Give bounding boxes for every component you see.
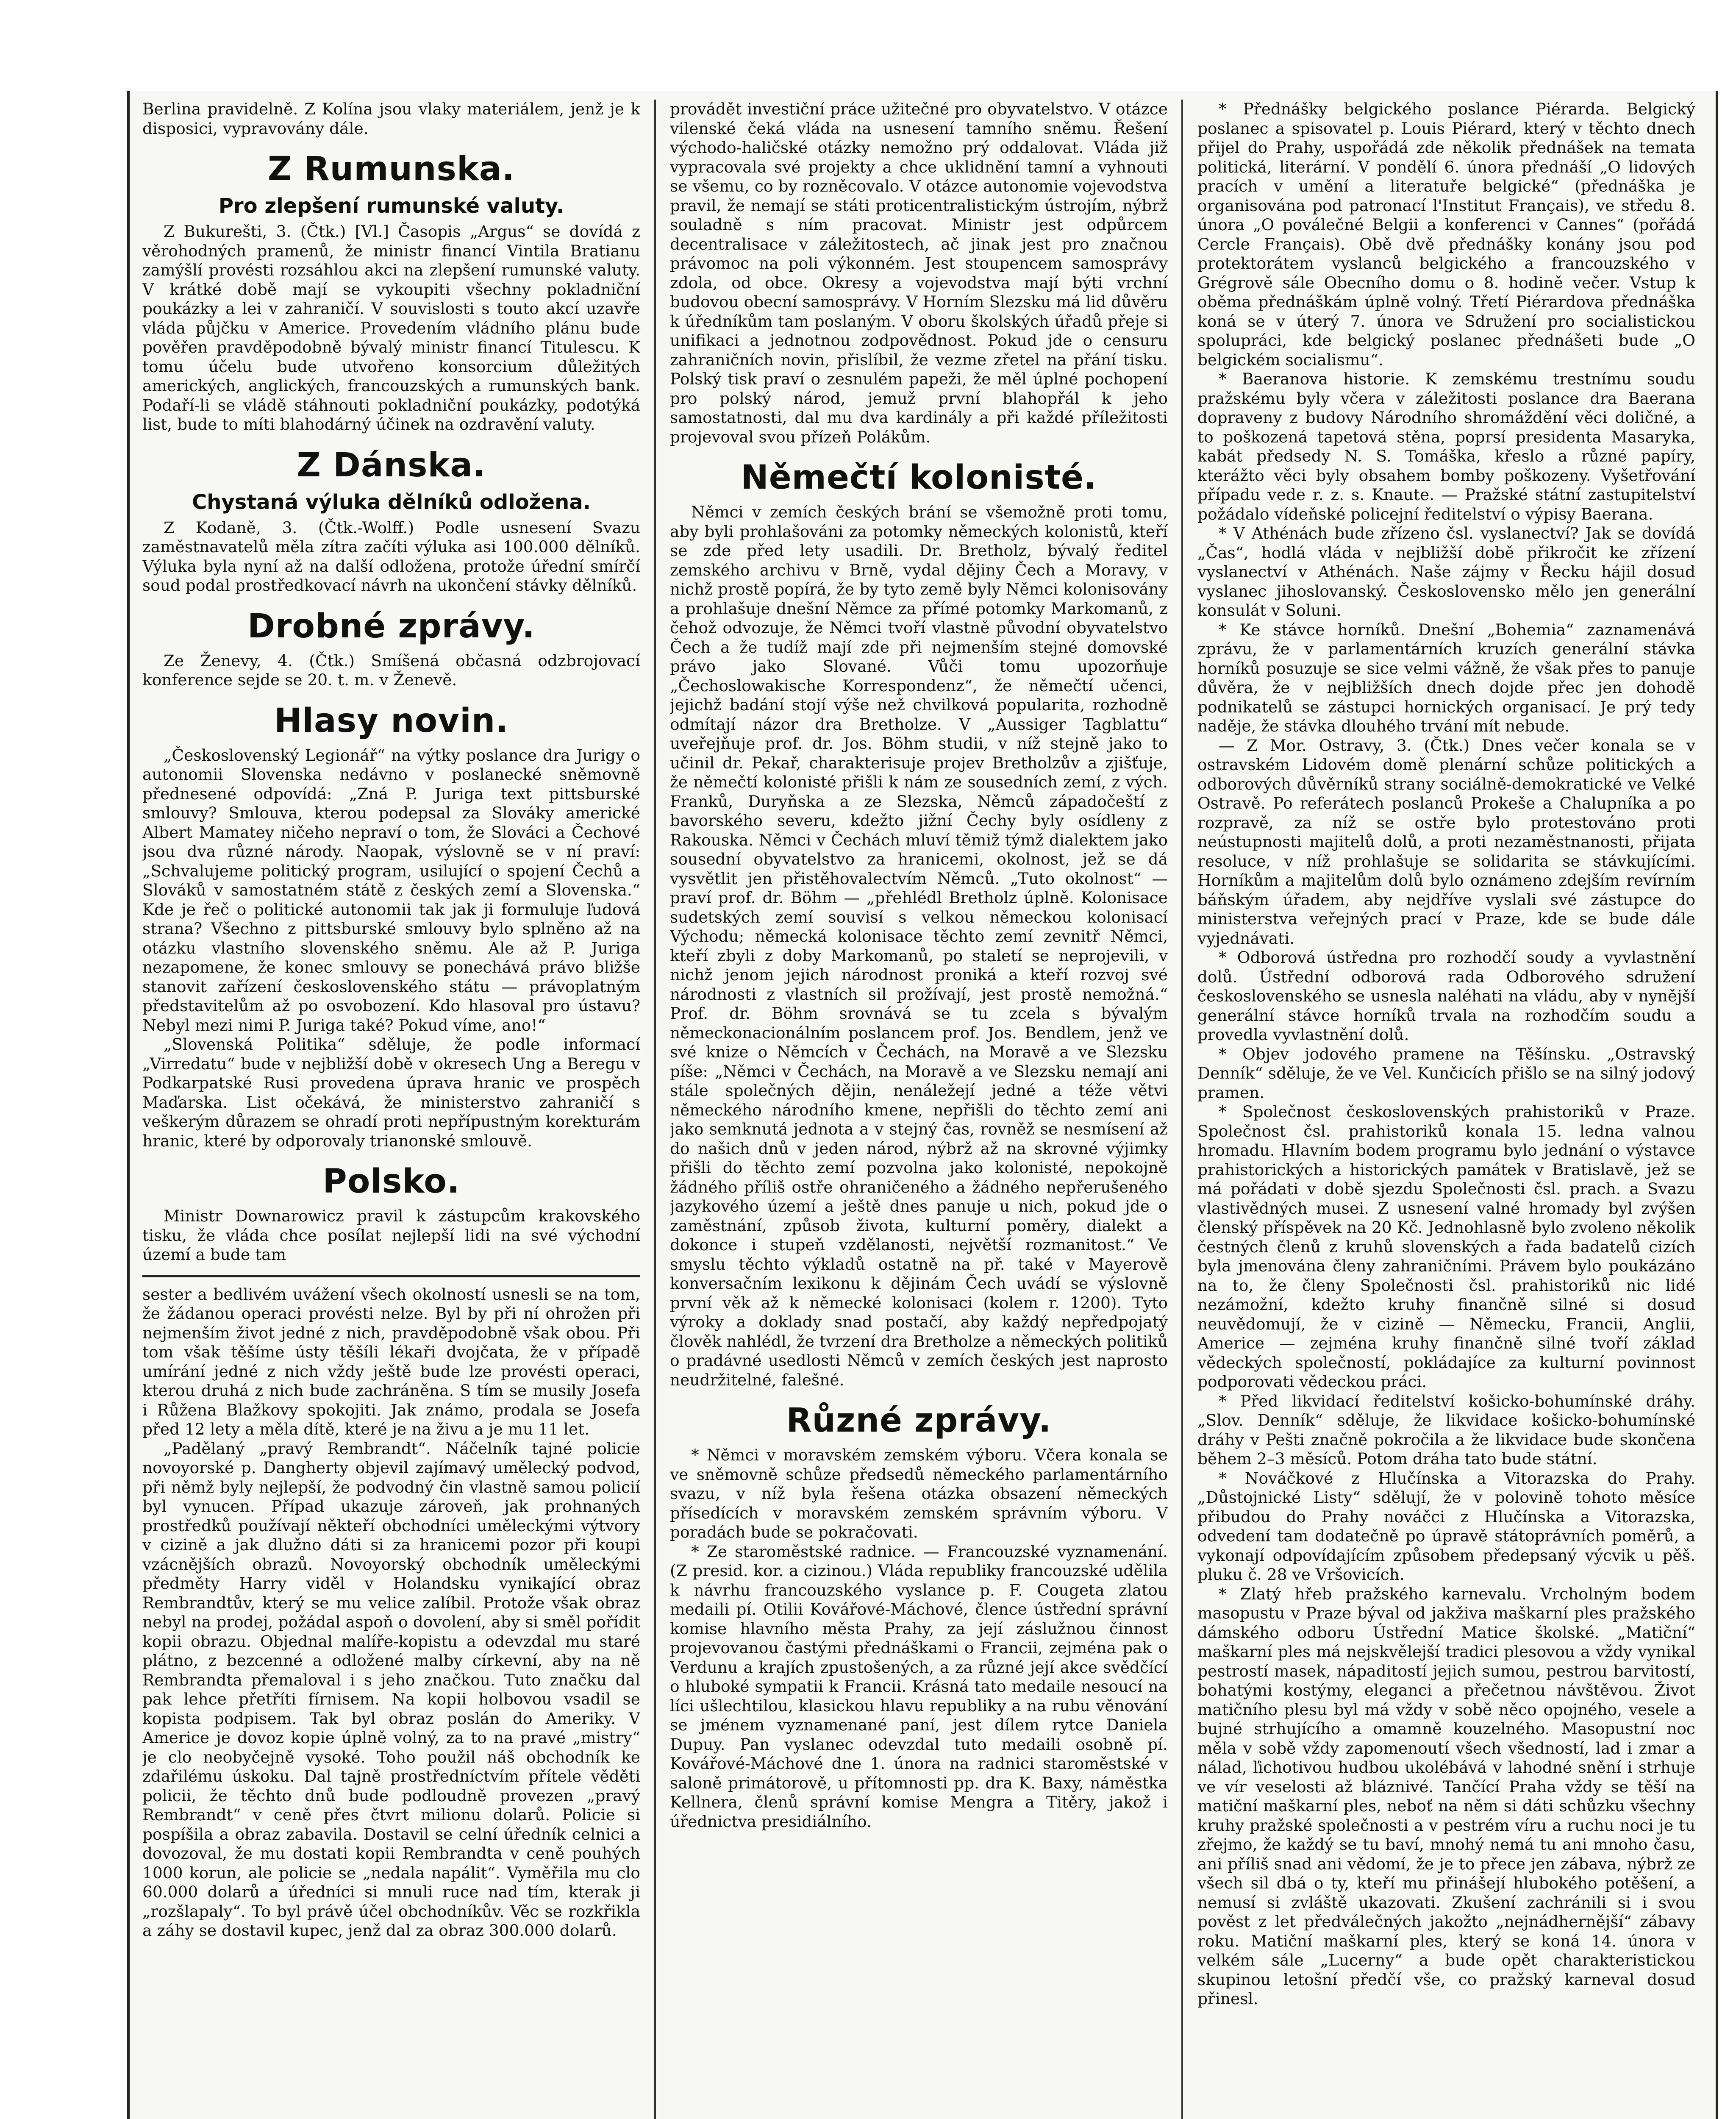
article-nemci-vybor: * Němci v moravském zemském výboru. Včera konala se ve sněmovně schůze předsedů německého parlamentárního svazu, v níž byla řešena otázka obsazení německých přísedících v moravském zemském správním výboru. V poradách bude se pokračovati. xyxy=(670,1446,1168,1541)
section-heading-kolonisté: Němečtí kolonisté. xyxy=(741,459,1097,497)
article-prahistorici: * Společnost československých prahistoriků v Praze. Společnost čsl. prahistoriků konala 15. ledna valnou hromadu. Hlavním bodem programu bylo jednání o výstavce prahistorických a historických památek v Bratislavě, jež se má pořádati v době sjezdu Společnosti čsl. prach. a Svazu vlastivědných musei. Z usnesení valné hromady byl zvýšen členský příspěvek na 20 Kč. Jednohlasně bylo zvoleno několik čestných členů z kruhů slovenských a řada badatelů cizích byla jmenována členy zahraničními. Právem bylo poukázáno na to, že členy Společnosti čsl. prahistoriků nic lidé nezámožní, kdežto kruhy finančně silné si dosud neuvědomují, že v cizině — Německu, Francii, Anglii, Americe — zejména kruhy finančně silné tvoří základ vědeckých společností, pokládajíce za kulturní povinnost podporovati vědeckou práci. xyxy=(1197,1102,1695,1391)
article-drobne: Ze Ženevy, 4. (Čtk.) Smíšená občasná odzbrojovací konference sejde se 20. t. m. v Ženevě. xyxy=(142,651,640,689)
article-danska: Z Kodaně, 3. (Čtk.-Wolff.) Podle usnesení Svazu zaměstnavatelů měla zítra začíti výluka asi 100.000 dělníků. Výluka byla nyní až na další odložena, protože úřední smírčí soud podal prostředkovací návrh na ukončení stávky dělníků. xyxy=(142,518,640,595)
article-athenes: * V Athénách bude zřízeno čsl. vyslanectví? Jak se dovídá „Čas“, hodlá vláda v nejbližší době přikročit ke zřízení vyslanectví v Athénách. Naše zájmy v Řecku hájil dosud vyslanec jihoslovanský. Československo mělo jen generální konsulát v Soluni. xyxy=(1197,524,1695,620)
article-polsko: Ministr Downarowicz pravil k zástupcům krakovského tisku, že vláda chce posílat nejlepší lidi na své východní území a bude tam xyxy=(142,1207,640,1264)
article-baeran: * Baeranova historie. K zemskému trestnímu soudu pražskému byly včera v záležitosti poslance dra Baerana dopraveny z budovy Národního shromáždění věci doličné, a to poškozená tapetová stěna, poprsí presidenta Masaryka, kabát předsedy N. S. Tomáška, křeslo a různé papíry, kterážto věci byly obsahem bomby poškozeny. Vyšetřování případu vede r. z. s. Knaute. — Pražské státní zastupitelství požádalo vídeňské policejní ředitelství o výpisy Baerana. xyxy=(1197,370,1695,523)
article-jod: * Objev jodového pramene na Těšínsku. „Ostravský Denník“ sděluje, že ve Vel. Kunčicích přišlo se na silný jodový pramen. xyxy=(1197,1044,1695,1102)
subheading-rumunska: Pro zlepšení rumunské valuty. xyxy=(218,194,564,218)
article-odborova: * Odborová ústředna pro rozhodčí soudy a vyvlastnění dolů. Ústřední odborová rada Odborového sdružení československého se usnesla naléhati na vládu, aby v nynější generální stávce horníků trvala na rozhodčím soudu a provedla vyvlastnění dolů. xyxy=(1197,948,1695,1044)
article-polsko-continued: provádět investiční práce užitečné pro obyvatelstvo. V otázce vilenské čeká vláda na usnesení tamního sněmu. Řešení východo-haličské otázky nemožno prý oddalovat. Vláda již vypracovala své projekty a chce uklidnění tamní a vyhnouti se všemu, co by rozněcovalo. V otázce autonomie vojevodstva pravil, že nemají se státi proticentralistickým ústrojím, nýbrž souladně s ním pracovat. Ministr jest odpůrcem decentralisace v záležitostech, ač jinak jest pro značnou právomoc na poli výkonném. Jest stoupencem samosprávy zdola, od obce. Okresy a vojevodstva mají býti vrchní budovou obecní samosprávy. V Horním Slezsku má lid důvěru k úředníkům tam poslaným. V oboru školských úřadů přeje si unifikaci a jednotnou zodpovědnost. Pokud jde o censuru zahraničních novin, přislíbil, že vezme zřetel na přání tisku. Polský tisk praví o zesnulém papeži, že měl úplné pochopení pro polský národ, jemuž první blahopřál k jeho samostatnosti, dal mu dva kardinály a při každé příležitosti projevoval svou přízeň Polákům. xyxy=(670,100,1168,446)
article-novacci: * Nováčkové z Hlučínska a Vitorazska do Prahy. „Důstojnické Listy“ sdělují, že v polovině tohoto měsíce přibudou do Prahy nováčci z Hlučínska a Vitorazska, odvedení tam dodatečně po úpravě státoprávních poměrů, a vykonají odpovídajícím způsobem předepsaný výcvik u pěš. pluku č. 28 ve Vršovicích. xyxy=(1197,1468,1695,1584)
section-heading-hlasy: Hlasy novin. xyxy=(274,701,508,740)
article-karneval: * Zlatý hřeb pražského karnevalu. Vrcholným bodem masopustu v Praze býval od jakživa maškarní ples pražského dámského odboru Ústřední Matice školské. „Matiční“ maškarní ples má nejskvělejší tradici plesovou a vždy vynikal pestrostí masek, nápaditostí jejich sumou, pestrou barvitostí, bohatými kostýmy, eleganci a přečetnou návštěvou. Život matičního plesu byl má vždy v sobě něco opojného, vesele a bujné strhujícího a omamně kouzelného. Masopustní noc měla v sobě vždy zapomenoutí všech všedností, lad i zmar a nálad, ľichotivou hudbou ukolébává v lahodné snění i strhuje ve vír veselosti až bláznivé. Tančící Praha vždy se těší na matiční maškarní ples, neboť na něm si dáti schůzku všechny kruhy pražské společnosti a v pestrém víru a ruchu noci je tu zřejmo, že každý se tu baví, mnohý nemá tu ani mnoho času, ani příliš snad ani vědomí, že je to přece jen zábava, nýbrž ze všech sil dbá o ty, kteří mu přinášejí hlubokého potěšení, a nemusí si zvláště ukazovati. Zkušení zachránili si i svou pověst z let předválečných jakožto „nejnádhernější“ zábavy roku. Matiční maškarní ples, který se koná 14. února v velkém sále „Lucerny“ a bude opět charakteristickou skupinou letošní předčí vše, co pražský karneval dosud přinesl. xyxy=(1197,1584,1695,2008)
newspaper-page xyxy=(127,91,1718,2119)
article-ostrava: — Z Mor. Ostravy, 3. (Čtk.) Dnes večer konala se v ostravském Lidovém domě plenární schůze politických a odborových důvěrníků strany sociálně-demokratické ve Velké Ostravě. Po referátech poslanců Prokeše a Chalupníka a po rozpravě, za níž se ostře bylo protestováno proti neústupnosti majitelů dolů, a proti nezaměstnanosti, přijata resoluce, v níž prohlašuje se solidarita se stávkujícími. Horníkům a majitelům dolů bylo oznámeno zdejším revírním báňským úřadem, aby nejdříve vyslali své zástupce do ministerstva veřejných prací v Praze, kde se bude dále vyjednávati. xyxy=(1197,736,1695,948)
section-heading-rumunska: Z Rumunska. xyxy=(267,150,515,188)
column-rule xyxy=(654,100,656,2119)
subheading-danska: Chystaná výluka dělníků odložena. xyxy=(192,490,591,514)
section-heading-ruzne: Různé zprávy. xyxy=(786,1402,1052,1440)
lead-paragraph: Berlina pravidelně. Z Kolína jsou vlaky materiálem, jenž je k disposici, vypravovány dále. xyxy=(142,100,640,138)
section-heading-drobne: Drobné zprávy. xyxy=(247,607,535,645)
column-2 xyxy=(670,100,1168,2119)
column-3 xyxy=(1197,100,1695,2119)
article-radnice: * Ze staroměstské radnice. — Francouzské vyznamenání. (Z presid. kor. a cizinou.) Vláda republiky francouzské udělila k návrhu francouzského vyslance p. F. Cougeta zlatou medaili pí. Otilii Kovářové-Máchové, člence ústřední správní komise hlavního města Prahy, za její záslužnou činnost projevovanou častými přednáškami o Francii, zejména pak o Verdunu a krajích zpustošených, a za různé její akce svědčící o hluboké sympatii k Francii. Krásná tato medaile nesoucí na líci ušlechtilou, klasickou hlavu republiky a na rubu věnování se jménem vyznamenané paní, jest dílem rytce Daniela Dupuy. Pan vyslanec odevzdal tuto medaili osobně pí. Kovářové-Máchové dne 1. února na radnici staroměstské v saloně primátorově, u přítomnosti pp. dra K. Baxy, náměstka Kellnera, členů správní komise Mengra a Titěry, jakož i úřednictva presidiálního. xyxy=(670,1542,1168,1831)
article-kosice: * Před likvidací ředitelství košicko-bohumínské dráhy. „Slov. Denník“ sděluje, že likvidace košicko-bohumínské dráhy v Pešti značně pokročila a že likvidace bude skončena během 2–3 měsíců. Potom dráha tato bude státní. xyxy=(1197,1391,1695,1468)
section-divider xyxy=(142,1275,640,1277)
article-rumunska: Z Bukurešti, 3. (Čtk.) [Vl.] Časopis „Argus“ se dovídá z věrohodných pramenů, že ministr financí Vintila Bratianu zamýšlí provésti rozsáhlou akci na zlepšení rumunské valuty. V krátké době mají se vykoupiti všechny pokladniční poukázky a lei v zahraničí. V souvislosti s touto akcí uzavře vláda půjčku v Americe. Provedením vládního plánu bude pověřen pravděpodobně bývalý ministr financí Titulescu. K tomu účelu bude utvořeno konsorcium důležitých amerických, anglických, francouzských a rumunských bank. Podaří-li se vládě stáhnouti pokladniční poukázky, podotýká list, bude to míti blahodárný účinek na ozdravění valuty. xyxy=(142,222,640,434)
article-rembrandt: „Padělaný „pravý Rembrandt“. Náčelník tajné policie novoyorské p. Dangherty objevil zajímavý umělecký podvod, při němž byly nejlepší, že podvodný čin vlastně samou policií byl vynucen. Případ ukazuje zároveň, jak prohnaných prostředků používají někteří obchodníci uměleckými výtvory v cizině a jak dlužno dáti si za hranicemi pozor při koupi vzácnějších obrazů. Novoyorský obchodník uměleckými předměty Harry viděl v Holandsku vynikající obraz Rembrandtův, který se mu velice zalíbil. Protože však obraz nebyl na prodej, požádal aspoň o dovolení, aby si směl pořídit kopii obrazu. Objednal malíře-kopistu a odevzdal mu staré plátno, z bezcenné a odložené malby církevní, aby na ně Rembrandta přemaloval i s jeho značkou. Tuto značku dal pak lehce přetříti fírnisem. Na kopii holbovou vsadil se kopista podpisem. Tak byl obraz poslán do Ameriky. V Americe je dovoz kopie úplně volný, za to na pravé „mistry“ je clo neobyčejně vysoké. Toho použil náš obchodník ke zdařilému úskoku. Dal tajně prostředníctvím přítele věděti policii, že těchto dnů bude podloudně provezen „pravý Rembrandt“ v ceně přes čtvrt milionu dolarů. Policie si pospíšila a obraz zabavila. Dostavil se celní úředník celnici a dovozoval, že mu dostati kopii Rembrandta v ceně pouhých 1000 korun, ale policie se „nedala napálit“. Vyměřila mu clo 60.000 dolarů a úředníci si mnuli ruce nad tím, kterak ji „rozšlapaly“. To byl právě účel obchodníkův. Věc se rozkřikla a záhy se dostavil kupec, jenž dal za obraz 300.000 dolarů. xyxy=(142,1439,640,1940)
section-heading-polsko: Polsko. xyxy=(322,1162,460,1201)
article-stavka: * Ke stávce horníků. Dnešní „Bohemia“ zaznamenává zprávu, že v parlamentárních kruzích generální stávka horníků posuzuje se sice velmi vážně, že však přes to panuje důvěra, že v nejbližších dnech dojde přec jen dohodě podnikatelů se zástupci hornických organisací. Je prý tedy naděje, že stávka dlouhého trvání mít nebude. xyxy=(1197,620,1695,735)
article-hlasy-1: „Československý Legionář“ na výtky poslance dra Jurigy o autonomii Slovenska nedávno v poslanecké sněmovně přednesené odpovídá: „Zná P. Juriga text pittsburské smlouvy? Smlouva, kterou podepsal za Slováky americké Albert Mamatey ničeho nepraví o tom, že Slováci a Čechové jsou dva různé národy. Naopak, výslovně se v ní praví: „Schvalujeme politický program, usilující o spojení Čechů a Slováků v samostatném státě z českých zemí a Slovenska.“ Kde je řeč o politické autonomii tak jak ji formuluje ľudová strana? Všechno z pittsburské smlouvy bylo splněno až na otázku vlastního slovenského sněmu. Ale až P. Juriga nezapomene, že konec smlouvy se ponechává právo bližše stanovit zařízení československého státu — právoplatným představitelům až po osvobození. Kdo hlasoval pro ústavu? Nebyl mezi nimi P. Juriga také? Pokud víme, ano!“ xyxy=(142,745,640,1034)
section-heading-danska: Z Dánska. xyxy=(297,446,486,484)
article-hlasy-2: „Slovenská Politika“ sděluje, že podle informací „Virredatu“ bude v nejbližší době v okresech Ung a Beregu v Podkarpatské Rusi provedena úprava hranic ve prospěch Maďarska. List očekává, že ministerstvo zahraničí s veškerým důrazem se ohradí proti nepřípustným korekturám hranic, které by odporovaly trianonské smlouvě. xyxy=(142,1035,640,1150)
column-rule xyxy=(1181,100,1183,2119)
column-1 xyxy=(142,100,640,2119)
article-kolonisté: Němci v zemích českých brání se všemožně proti tomu, aby byli prohlašováni za potomky německých kolonistů, kteří se zde před lety usadili. Dr. Bretholz, bývalý ředitel zemského archivu v Brně, vydal dějiny Čech a Moravy, v nichž prostě popírá, že by tyto země byly Němci kolonisovány a prohlašuje dnešní Němce za přímé potomky Markomanů, z čehož odvozuje, že Němci tvoří vlastně původní obyvatelstvo Čech a že tudíž mají zde při nejmenším stejné domovské právo jako Slované. Vůči tomu upozorňuje „Čechoslowakische Korrespondenz“, že němečtí učenci, jejichž badání stojí výše než chvilková popularita, rozhodně odmítají názor dra Bretholze. V „Aussiger Tagblattu“ uveřejňuje prof. dr. Jos. Böhm studii, v níž stejně jako to učinil dr. Pekař, charakterisuje projev Bretholzův a zjišťuje, že němečtí kolonisté přišli k nám ze sousedních zemí, z vých. Franků, Duryňska a ze Slezska, Němců západočeští z bavorského severu, kdežto jižní Čechy byly osídleny z Rakouska. Němci v Čechách mluví těmiž týmž dialektem jako sousední obyvatelstvo za hranicemi, okolnost, jež se dá vysvětlit jen přistěhovalectvím Němců. „Tuto okolnost“ — praví prof. dr. Böhm — „přehlédl Bretholz úplně. Kolonisace sudetských zemí souvisí s velkou německou kolonisací Východu; německá kolonisace těchto zemí zevnitř Němci, kteří zbyli z doby Markomanů, po staletí se neprojevili, v nichž jenom jejich národnost proniká a kteří rozvoj své národnosti z vlastních sil prožívají, jest prostě nemožná.“ Prof. dr. Böhm srovnává se tu zcela s bývalým německonacionálním poslancem prof. Jos. Bendlem, jenž ve své knize o Němcích v Čechách, na Moravě a ve Slezsku píše: „Němci v Čechách, na Moravě a ve Slezsku nemají ani stále společných dějin, nenáležejí jedné a téže větvi německého národního kmene, nepřišli do těchto zemí ani jako semknutá jednota a v stejný čas, rovněž se nesmísení až do našich dnů v jeden národ, nýbrž až na skrovné výjimky přišli do těchto zemí pozvolna jako kolonisté, nepokojně žádného příliš ostře ohraničeného a žádného nepřerušeného jazykového území a ještě dnes panuje u nich, pokud jde o zaměstnání, způsob života, kulturní poměry, dialekt a dokonce i stupeň vzdělanosti, největší rozmanitost.“ Ve smyslu těchto výkladů ostatně na př. také v Mayerově konversačním lexikonu k dějinám Čech uvádí se výslovně první věk až k německé kolonisaci (kolem r. 1200). Tyto výroky a doklady snad postačí, aby každý nepředpojatý člověk nahlédl, že tvrzení dra Bretholze a německých politiků o pradávné usedlosti Němců v zemích českých jest naprosto neudržitelné, falešné. xyxy=(670,503,1168,1389)
article-pierard: * Přednášky belgického poslance Piérarda. Belgický poslanec a spisovatel p. Louis Piérard, který v těchto dnech přijel do Prahy, uspořádá zde několik přednášek na temata politická, literární. V pondělí 6. února přednáší „O lidových pracích v umění a literatuře belgické“ (přednáška je organisována pod patronací l'Institut Français), ve středu 8. února „O poválečné Belgii a konferenci v Cannes“ (pořádá Cercle Français). Obě dvě přednášky konány jsou pod protektorátem vyslanců belgického a francouzského v Grégrově sále Obecního domu o 8. hodině večer. Vstup k oběma přednáškám úplně volný. Třetí Piérardova přednáška koná se v úterý 7. února ve Sdružení pro socialistickou spolupráci, kde belgický poslanec přednášeti bude „O belgickém socialismu“. xyxy=(1197,100,1695,369)
article-dvojcata: sester a bedlivém uvážení všech okolností usnesli se na tom, že žádanou operaci provésti nelze. Byl by při ní ohrožen při nejmenším život jedné z nich, pravděpodobně však obou. Při tom však těšíme ústy těšíli lékaři dvojčata, že v případě umírání jedné z nich vždy ještě bude lze provésti operaci, kterou druhá z nich bude zachráněna. S tím se musily Josefa i Růžena Blažkovy spokojiti. Jak známo, prodala se Josefa před 12 lety a měla dítě, které je na živu a je mu 11 let. xyxy=(142,1285,640,1438)
